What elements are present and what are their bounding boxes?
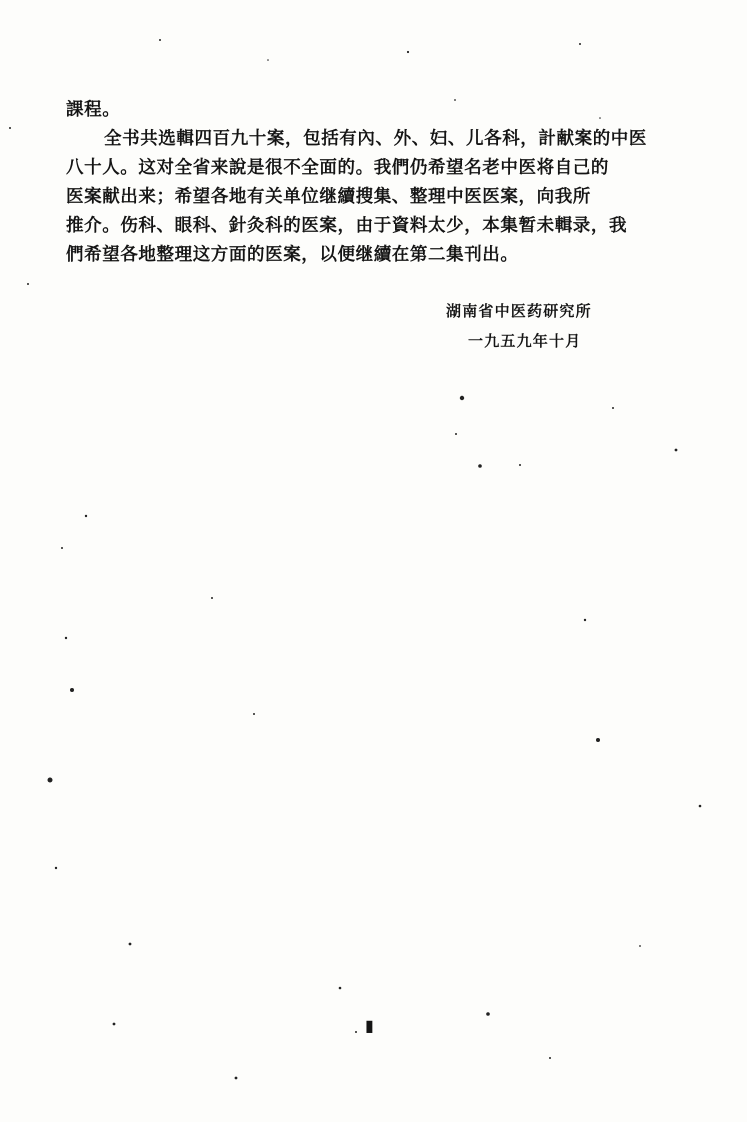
body-line: 全书共选輯四百九十案，包括有內、外、妇、儿各科，計献案的中医	[104, 129, 647, 149]
body-line: 医案献出来；希望各地有关单位继續搜集、整理中医医案，向我所	[66, 187, 591, 207]
body-line: 八十人。这对全省来說是很不全面的。我們仍希望名老中医将自己的	[66, 158, 609, 178]
signature-organization: 湖南省中医药研究所	[446, 302, 592, 320]
signature-date: 一九五九年十月	[468, 332, 582, 350]
body-line: 推介。伤科、眼科、針灸科的医案，由于資料太少，本集暂未輯录，我	[66, 216, 628, 236]
body-line: 課程。	[66, 100, 121, 120]
preface-body	[66, 96, 666, 270]
page-number-mark: ▮	[365, 1016, 374, 1035]
body-line: 們希望各地整理这方面的医案，以便继續在第二集刊出。	[66, 245, 519, 265]
